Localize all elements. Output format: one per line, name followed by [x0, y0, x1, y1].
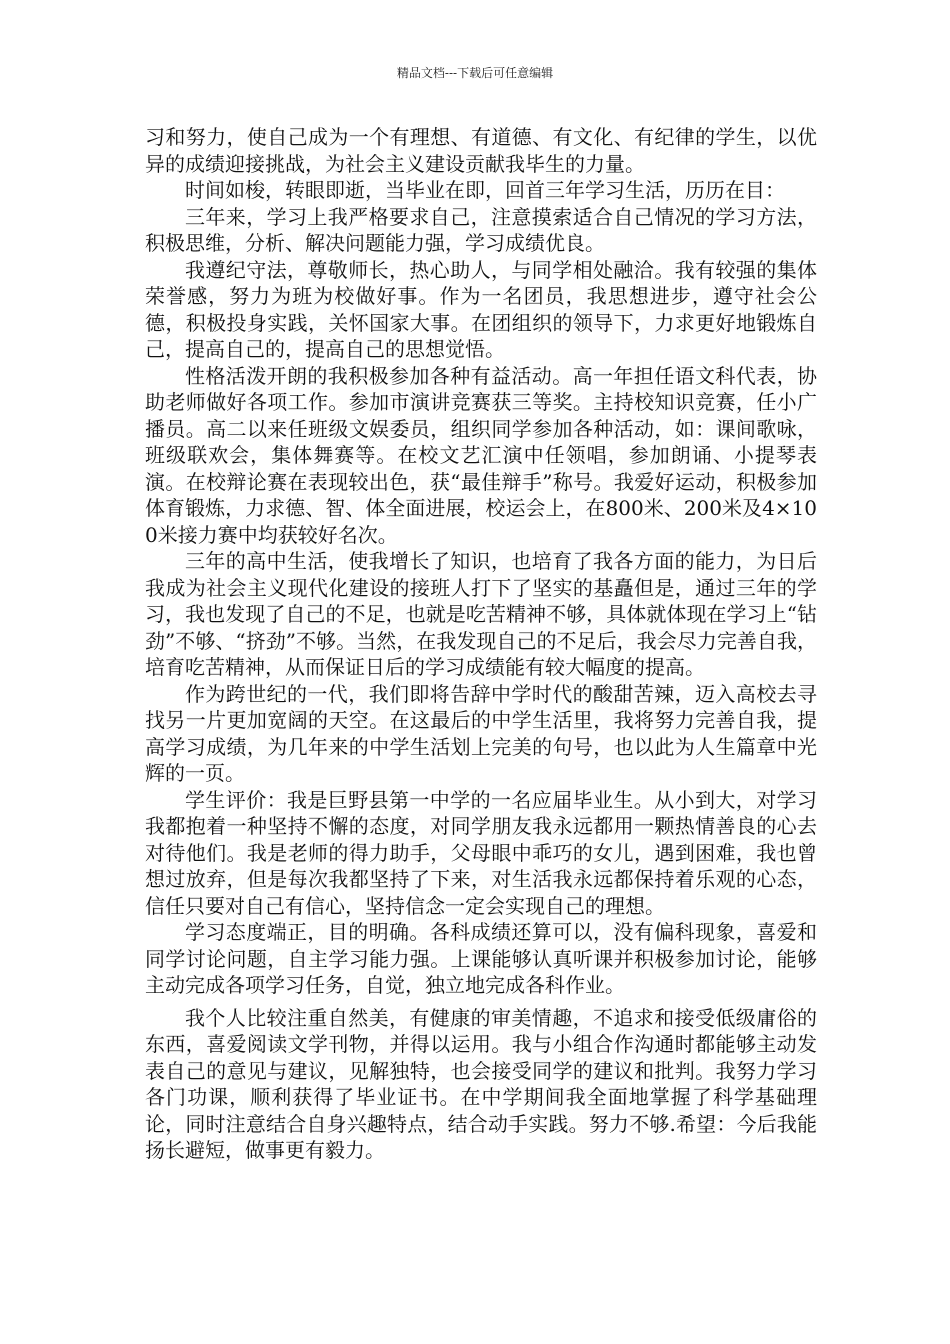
paragraph: 三年的高中生活，使我增长了知识，也培育了我各方面的能力，为日后我成为社会主义现代化建设的接班人打下了坚实的基矗但是，通过三年的学习，我也发现了自己的不足，也就是吃苦精神不够，具体就体现在学习上“钻劲”不够、“挤劲”不够。当然，在我发现自己的不足后，我会尽力完善自我，培育吃苦精神，从而保证日后的学习成绩能有较大幅度的提高。	[145, 549, 817, 679]
paragraph: 时间如梭，转眼即逝，当毕业在即，回首三年学习生活，历历在目：	[185, 178, 785, 202]
paragraph: 性格活泼开朗的我积极参加各种有益活动。高一年担任语文科代表，协助老师做好各项工作。参加市演讲竞赛获三等奖。主持校知识竞赛，任小广播员。高二以来任班级文娱委员，组织同学参加各种活动，如：课间歌咏，班级联欢会，集体舞赛等。在校文艺汇演中任领唱，参加朗诵、小提琴表演。在校辩论赛在表现较出色，获“最佳辩手”称号。我爱好运动，积极参加体育锻炼，力求德、智、体全面进展，校运会上，在800米、200米及4×100米接力赛中均获较好名次。	[145, 363, 817, 547]
paragraph: 学生评价：我是巨野县第一中学的一名应届毕业生。从小到大，对学习我都抱着一种坚持不懈的态度，对同学朋友我永远都用一颗热情善良的心去对待他们。我是老师的得力助手，父母眼中乖巧的女儿，遇到困难，我也曾想过放弃，但是每次我都坚持了下来，对生活我永远都保持着乐观的心态，信任只要对自己有信心，坚持信念一定会实现自己的理想。	[145, 787, 817, 918]
document-body	[145, 124, 817, 1164]
paragraph: 我遵纪守法，尊敬师长，热心助人，与同学相处融洽。我有较强的集体荣誉感，努力为班为校做好事。作为一名团员，我思想进步，遵守社会公德，积极投身实践，关怀国家大事。在团组织的领导下，力求更好地锻炼自己，提高自己的，提高自己的思想觉悟。	[145, 257, 817, 361]
paragraph: 三年来，学习上我严格要求自己，注意摸索适合自己情况的学习方法，积极思维，分析、解决问题能力强，学习成绩优良。	[145, 204, 817, 255]
paragraph: 我个人比较注重自然美，有健康的审美情趣，不追求和接受低级庸俗的东西，喜爱阅读文学刊物，并得以运用。我与小组合作沟通时都能够主动发表自己的意见与建议，见解独特，也会接受同学的建议和批判。我努力学习各门功课，顺利获得了毕业证书。在中学期间我全面地掌握了科学基础理论，同时注意结合自身兴趣特点，结合动手实践。努力不够.希望：今后我能扬长避短，做事更有毅力。	[145, 1005, 817, 1162]
page-header: 精品文档---下载后可任意编辑	[396, 66, 554, 80]
paragraph: 学习态度端正，目的明确。各科成绩还算可以，没有偏科现象，喜爱和同学讨论问题，自主学习能力强。上课能够认真听课并积极参加讨论，能够主动完成各项学习任务，自觉，独立地完成各科作业。	[145, 920, 817, 997]
paragraph: 习和努力，使自己成为一个有理想、有道德、有文化、有纪律的学生，以优异的成绩迎接挑战，为社会主义建设贡献我毕生的力量。	[145, 125, 817, 176]
paragraph: 作为跨世纪的一代，我们即将告辞中学时代的酸甜苦辣，迈入高校去寻找另一片更加宽阔的天空。在这最后的中学生活里，我将努力完善自我，提高学习成绩，为几年来的中学生活划上完美的句号，也以此为人生篇章中光辉的一页。	[145, 681, 817, 785]
